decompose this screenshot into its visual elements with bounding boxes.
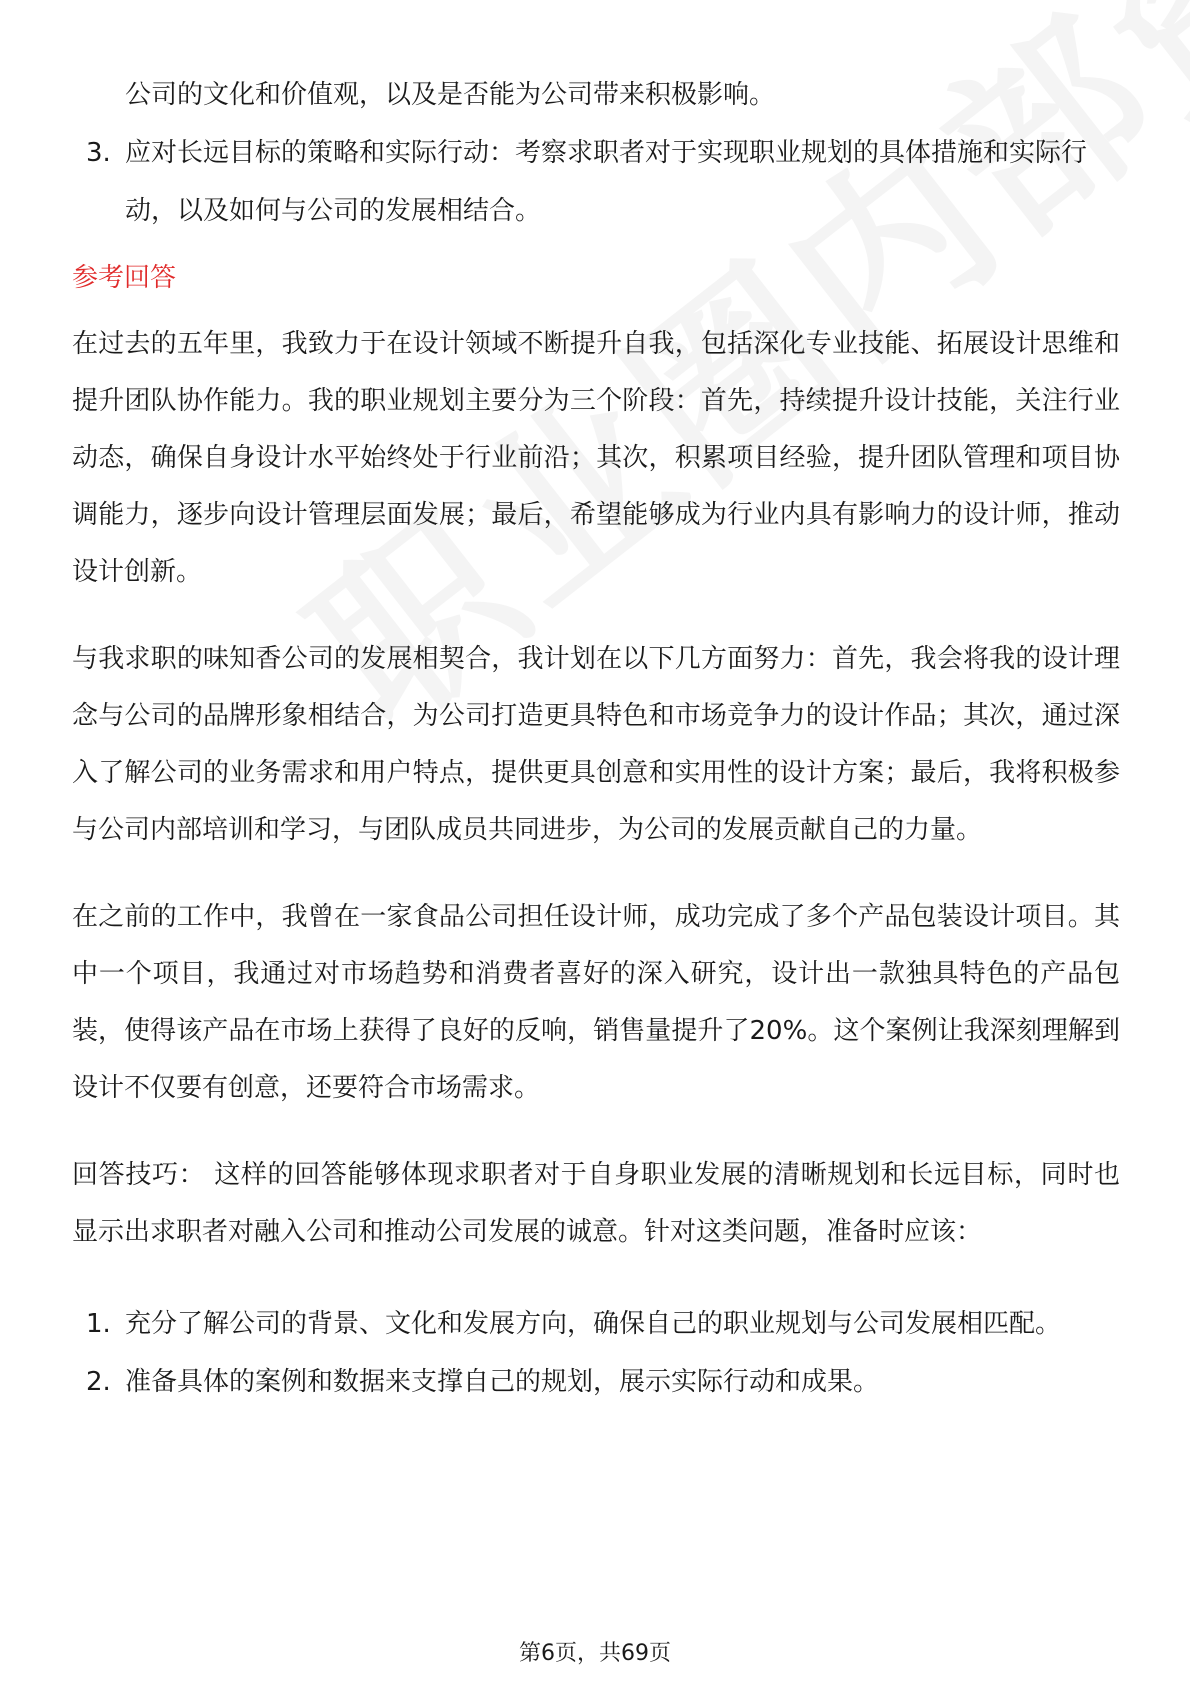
page-content (72, 66, 1120, 1411)
section-heading: 参考回答 (72, 263, 177, 293)
list-item-continuation: 公司的文化和价值观，以及是否能为公司带来积极影响。 (125, 80, 776, 110)
criteria-list (72, 124, 1120, 240)
tips-list (72, 1295, 1120, 1411)
list-text: 充分了解公司的背景、文化和发展方向，确保自己的职业规划与公司发展相匹配。 (125, 1309, 1062, 1339)
list-text: 准备具体的案例和数据来支撑自己的规划，展示实际行动和成果。 (125, 1367, 880, 1397)
paragraph: 与我求职的味知香公司的发展相契合，我计划在以下几方面努力：首先，我会将我的设计理念与公司的品牌形象相结合，为公司打造更具特色和市场竞争力的设计作品；其次，通过深入了解公司的业务需求和用户特点，提供更具创意和实用性的设计方案；最后，我将积极参与公司内部培训和学习，与团队成员共同进步，为公司的发展贡献自己的力量。 (72, 644, 1120, 845)
list-text: 应对长远目标的策略和实际行动：考察求职者对于实现职业规划的具体措施和实际行动，以及如何与公司的发展相结合。 (125, 138, 1088, 226)
paragraph: 在之前的工作中，我曾在一家食品公司担任设计师，成功完成了多个产品包装设计项目。其中一个项目，我通过对市场趋势和消费者喜好的深入研究，设计出一款独具特色的产品包装，使得该产品在市场上获得了良好的反响，销售量提升了20%。这个案例让我深刻理解到设计不仅要有创意，还要符合市场需求。 (72, 902, 1120, 1103)
paragraph: 在过去的五年里，我致力于在设计领域不断提升自我，包括深化专业技能、拓展设计思维和提升团队协作能力。我的职业规划主要分为三个阶段：首先，持续提升设计技能，关注行业动态，确保自身设计水平始终处于行业前沿；其次，积累项目经验，提升团队管理和项目协调能力，逐步向设计管理层面发展；最后，希望能够成为行业内具有影响力的设计师，推动设计创新。 (72, 329, 1120, 587)
list-number: 2. (86, 1367, 111, 1397)
page-number: 第6页，共69页 (519, 1641, 671, 1666)
list-item (72, 1295, 1120, 1353)
list-item (72, 1353, 1120, 1411)
paragraph: 回答技巧： 这样的回答能够体现求职者对于自身职业发展的清晰规划和长远目标，同时也显示出求职者对融入公司和推动公司发展的诚意。针对这类问题，准备时应该： (72, 1160, 1120, 1247)
list-item (72, 124, 1120, 240)
list-number: 1. (86, 1309, 111, 1339)
list-number: 3. (86, 138, 111, 168)
